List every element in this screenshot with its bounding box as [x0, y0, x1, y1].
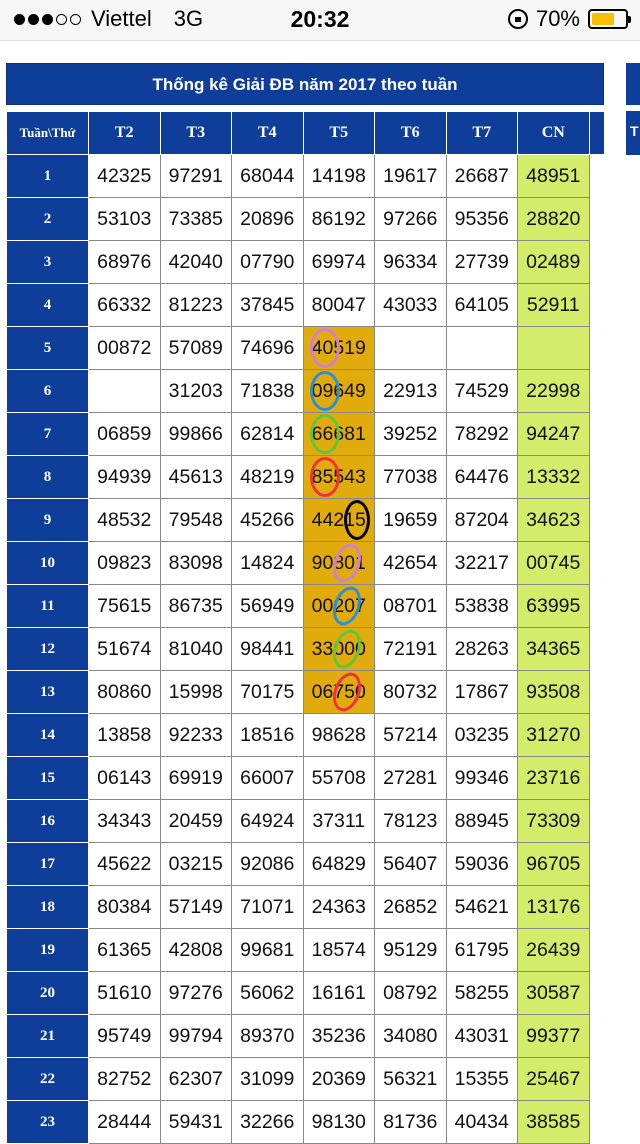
result-cell: 93508 [518, 671, 590, 714]
table-row [7, 585, 605, 628]
next-panel-header-label: T [630, 123, 639, 139]
result-cell: 95129 [375, 929, 447, 972]
result-cell: 28444 [89, 1101, 161, 1144]
result-cell: 98628 [303, 714, 375, 757]
result-cell: 96334 [375, 241, 447, 284]
result-cell: 16161 [303, 972, 375, 1015]
table-header-row [7, 112, 605, 155]
result-cell: 72191 [375, 628, 447, 671]
result-cell: 06859 [89, 413, 161, 456]
row-filler [589, 241, 604, 284]
week-number-cell: 1 [7, 155, 89, 198]
week-number-cell: 3 [7, 241, 89, 284]
row-filler [589, 757, 604, 800]
result-cell: 45266 [232, 499, 304, 542]
stats-panel [6, 63, 604, 1144]
result-cell: 42325 [89, 155, 161, 198]
result-cell: 69974 [303, 241, 375, 284]
result-cell: 34365 [518, 628, 590, 671]
row-filler [589, 456, 604, 499]
result-cell: 18574 [303, 929, 375, 972]
result-cell [518, 327, 590, 370]
annotation-circle [310, 414, 340, 454]
result-cell: 97266 [375, 198, 447, 241]
result-cell: 48532 [89, 499, 161, 542]
table-row [7, 886, 605, 929]
week-number-cell: 21 [7, 1015, 89, 1058]
result-cell: 15355 [446, 1058, 518, 1101]
result-cell: 99866 [160, 413, 232, 456]
result-cell: 74529 [446, 370, 518, 413]
result-cell: 61365 [89, 929, 161, 972]
result-cell: 95356 [446, 198, 518, 241]
battery-level [592, 13, 614, 25]
result-cell: 07790 [232, 241, 304, 284]
result-cell: 61795 [446, 929, 518, 972]
result-cell: 42808 [160, 929, 232, 972]
result-cell: 39252 [375, 413, 447, 456]
result-cell: 64476 [446, 456, 518, 499]
row-filler [589, 1058, 604, 1101]
battery-info [508, 6, 628, 32]
result-cell [89, 370, 161, 413]
result-cell: 20369 [303, 1058, 375, 1101]
table-row [7, 1058, 605, 1101]
result-cell: 69919 [160, 757, 232, 800]
result-cell: 26439 [518, 929, 590, 972]
result-cell: 00745 [518, 542, 590, 585]
result-cell: 02489 [518, 241, 590, 284]
result-cell: 80732 [375, 671, 447, 714]
result-cell: 42654 [375, 542, 447, 585]
row-filler [589, 499, 604, 542]
result-cell: 59036 [446, 843, 518, 886]
result-cell: 06750 [303, 671, 375, 714]
week-number-cell: 16 [7, 800, 89, 843]
result-cell: 62307 [160, 1058, 232, 1101]
result-cell: 97276 [160, 972, 232, 1015]
result-cell: 03215 [160, 843, 232, 886]
result-cell: 97291 [160, 155, 232, 198]
result-cell: 81223 [160, 284, 232, 327]
row-filler [589, 972, 604, 1015]
result-cell: 28263 [446, 628, 518, 671]
table-row [7, 671, 605, 714]
result-cell: 00872 [89, 327, 161, 370]
result-cell: 53103 [89, 198, 161, 241]
result-cell: 31270 [518, 714, 590, 757]
result-cell: 09649 [303, 370, 375, 413]
result-cell: 78123 [375, 800, 447, 843]
result-cell: 59431 [160, 1101, 232, 1144]
result-cell: 40434 [446, 1101, 518, 1144]
result-cell: 26687 [446, 155, 518, 198]
result-cell: 56949 [232, 585, 304, 628]
result-cell: 73385 [160, 198, 232, 241]
table-row [7, 542, 605, 585]
header-t2: T2 [89, 112, 161, 155]
result-cell: 68044 [232, 155, 304, 198]
result-cell: 80047 [303, 284, 375, 327]
result-cell: 98441 [232, 628, 304, 671]
result-cell: 64105 [446, 284, 518, 327]
result-cell: 62814 [232, 413, 304, 456]
result-cell: 75615 [89, 585, 161, 628]
week-number-cell: 5 [7, 327, 89, 370]
result-cell: 27281 [375, 757, 447, 800]
result-cell: 08701 [375, 585, 447, 628]
result-cell: 94939 [89, 456, 161, 499]
result-cell: 87204 [446, 499, 518, 542]
week-number-cell: 18 [7, 886, 89, 929]
clock: 20:32 [290, 6, 350, 32]
annotation-circle [327, 626, 365, 672]
row-filler [589, 843, 604, 886]
result-cell: 06143 [89, 757, 161, 800]
week-number-cell: 8 [7, 456, 89, 499]
week-number-cell: 10 [7, 542, 89, 585]
week-number-cell: 19 [7, 929, 89, 972]
result-cell: 08792 [375, 972, 447, 1015]
result-cell: 74696 [232, 327, 304, 370]
row-filler [589, 1101, 604, 1144]
header-t6: T6 [375, 112, 447, 155]
result-cell: 19659 [375, 499, 447, 542]
result-cell: 71071 [232, 886, 304, 929]
result-cell: 58255 [446, 972, 518, 1015]
week-number-cell: 14 [7, 714, 89, 757]
result-cell: 89370 [232, 1015, 304, 1058]
result-cell: 03235 [446, 714, 518, 757]
result-cell: 99681 [232, 929, 304, 972]
result-cell: 73309 [518, 800, 590, 843]
result-cell: 26852 [375, 886, 447, 929]
table-row [7, 284, 605, 327]
result-cell: 34080 [375, 1015, 447, 1058]
result-cell: 30587 [518, 972, 590, 1015]
result-cell: 34343 [89, 800, 161, 843]
result-cell: 40519 [303, 327, 375, 370]
row-filler [589, 628, 604, 671]
result-cell: 37311 [303, 800, 375, 843]
result-cell: 27739 [446, 241, 518, 284]
result-cell: 31099 [232, 1058, 304, 1101]
result-cell: 64924 [232, 800, 304, 843]
table-row [7, 413, 605, 456]
result-cell: 99377 [518, 1015, 590, 1058]
result-cell: 23716 [518, 757, 590, 800]
network-type: 3G [173, 6, 204, 31]
row-filler [589, 714, 604, 757]
annotation-circle [310, 328, 340, 368]
result-cell: 22913 [375, 370, 447, 413]
result-cell: 17867 [446, 671, 518, 714]
result-cell: 81040 [160, 628, 232, 671]
result-cell: 31203 [160, 370, 232, 413]
result-cell: 80384 [89, 886, 161, 929]
table-row [7, 1101, 605, 1144]
week-number-cell: 15 [7, 757, 89, 800]
result-cell: 66681 [303, 413, 375, 456]
result-cell: 38585 [518, 1101, 590, 1144]
result-cell: 45622 [89, 843, 161, 886]
header-t4: T4 [232, 112, 304, 155]
table-row [7, 757, 605, 800]
annotation-circle [310, 371, 340, 411]
result-cell: 99346 [446, 757, 518, 800]
battery-icon [588, 9, 628, 29]
result-cell: 88945 [446, 800, 518, 843]
week-number-cell: 2 [7, 198, 89, 241]
result-cell: 57089 [160, 327, 232, 370]
result-cell: 66332 [89, 284, 161, 327]
result-cell: 51610 [89, 972, 161, 1015]
result-cell: 20459 [160, 800, 232, 843]
next-panel-title-edge [626, 63, 640, 105]
header-t3: T3 [160, 112, 232, 155]
table-title: Thống kê Giải ĐB năm 2017 theo tuần [6, 63, 604, 105]
result-cell: 13332 [518, 456, 590, 499]
result-cell: 35236 [303, 1015, 375, 1058]
result-cell: 78292 [446, 413, 518, 456]
result-cell: 19617 [375, 155, 447, 198]
table-row [7, 241, 605, 284]
result-cell: 53838 [446, 585, 518, 628]
table-row [7, 327, 605, 370]
result-cell: 95749 [89, 1015, 161, 1058]
next-panel-header-edge [626, 111, 640, 155]
week-number-cell: 22 [7, 1058, 89, 1101]
result-cell: 57214 [375, 714, 447, 757]
result-cell: 66007 [232, 757, 304, 800]
result-cell: 48219 [232, 456, 304, 499]
table-row [7, 929, 605, 972]
result-cell: 32217 [446, 542, 518, 585]
result-cell: 70175 [232, 671, 304, 714]
result-cell: 43033 [375, 284, 447, 327]
result-cell: 85543 [303, 456, 375, 499]
result-cell: 80860 [89, 671, 161, 714]
table-row [7, 499, 605, 542]
result-cell: 92086 [232, 843, 304, 886]
result-cell [375, 327, 447, 370]
row-filler [589, 327, 604, 370]
annotation-circle [310, 457, 340, 497]
status-bar [0, 0, 640, 41]
result-cell: 33000 [303, 628, 375, 671]
result-cell: 45613 [160, 456, 232, 499]
result-cell: 14824 [232, 542, 304, 585]
annotation-circle [327, 669, 365, 715]
table-row [7, 972, 605, 1015]
result-cell: 18516 [232, 714, 304, 757]
table-row [7, 714, 605, 757]
result-cell: 81736 [375, 1101, 447, 1144]
header-filler [589, 112, 604, 155]
week-number-cell: 4 [7, 284, 89, 327]
result-cell: 24363 [303, 886, 375, 929]
header-cn: CN [518, 112, 590, 155]
header-t7: T7 [446, 112, 518, 155]
result-cell: 71838 [232, 370, 304, 413]
result-cell: 96705 [518, 843, 590, 886]
result-cell: 55708 [303, 757, 375, 800]
week-number-cell: 7 [7, 413, 89, 456]
week-number-cell: 6 [7, 370, 89, 413]
result-cell: 42040 [160, 241, 232, 284]
result-cell: 99794 [160, 1015, 232, 1058]
result-cell: 15998 [160, 671, 232, 714]
result-cell: 57149 [160, 886, 232, 929]
header-t5: T5 [303, 112, 375, 155]
result-cell: 54621 [446, 886, 518, 929]
carrier-name: Viettel [91, 6, 152, 31]
week-number-cell: 20 [7, 972, 89, 1015]
row-filler [589, 370, 604, 413]
annotation-circle [327, 583, 365, 629]
result-cell: 98130 [303, 1101, 375, 1144]
rotation-lock-icon [508, 9, 528, 29]
result-cell: 63995 [518, 585, 590, 628]
result-cell: 13858 [89, 714, 161, 757]
result-cell: 22998 [518, 370, 590, 413]
result-cell: 00207 [303, 585, 375, 628]
week-number-cell: 17 [7, 843, 89, 886]
result-cell: 77038 [375, 456, 447, 499]
result-cell: 25467 [518, 1058, 590, 1101]
result-cell: 94247 [518, 413, 590, 456]
row-filler [589, 1015, 604, 1058]
result-cell: 86735 [160, 585, 232, 628]
result-cell: 56321 [375, 1058, 447, 1101]
result-cell: 09823 [89, 542, 161, 585]
week-number-cell: 11 [7, 585, 89, 628]
result-cell: 32266 [232, 1101, 304, 1144]
result-cell: 13176 [518, 886, 590, 929]
row-filler [589, 542, 604, 585]
table-row [7, 843, 605, 886]
row-filler [589, 155, 604, 198]
table-row [7, 456, 605, 499]
results-table [6, 111, 605, 1144]
result-cell: 34623 [518, 499, 590, 542]
result-cell: 79548 [160, 499, 232, 542]
result-cell: 14198 [303, 155, 375, 198]
annotation-circle [344, 500, 370, 540]
result-cell: 52911 [518, 284, 590, 327]
row-filler [589, 413, 604, 456]
result-cell: 68976 [89, 241, 161, 284]
result-cell: 83098 [160, 542, 232, 585]
result-cell: 48951 [518, 155, 590, 198]
result-cell: 43031 [446, 1015, 518, 1058]
result-cell: 56407 [375, 843, 447, 886]
result-cell: 92233 [160, 714, 232, 757]
row-filler [589, 671, 604, 714]
annotation-circle [327, 540, 365, 586]
result-cell: 44215 [303, 499, 375, 542]
result-cell: 56062 [232, 972, 304, 1015]
result-cell: 64829 [303, 843, 375, 886]
table-row [7, 1015, 605, 1058]
result-cell: 82752 [89, 1058, 161, 1101]
week-number-cell: 12 [7, 628, 89, 671]
result-cell: 86192 [303, 198, 375, 241]
row-filler [589, 198, 604, 241]
row-filler [589, 800, 604, 843]
row-filler [589, 929, 604, 972]
result-cell: 28820 [518, 198, 590, 241]
header-week-day: Tuần\Thứ [7, 112, 89, 155]
table-row [7, 155, 605, 198]
result-cell: 20896 [232, 198, 304, 241]
result-cell [446, 327, 518, 370]
table-row [7, 198, 605, 241]
result-cell: 90801 [303, 542, 375, 585]
table-row [7, 800, 605, 843]
week-number-cell: 23 [7, 1101, 89, 1144]
row-filler [589, 284, 604, 327]
result-cell: 51674 [89, 628, 161, 671]
table-row [7, 370, 605, 413]
result-cell: 37845 [232, 284, 304, 327]
row-filler [589, 886, 604, 929]
table-row [7, 628, 605, 671]
week-number-cell: 9 [7, 499, 89, 542]
battery-percent: 70% [535, 6, 580, 31]
week-number-cell: 13 [7, 671, 89, 714]
row-filler [589, 585, 604, 628]
